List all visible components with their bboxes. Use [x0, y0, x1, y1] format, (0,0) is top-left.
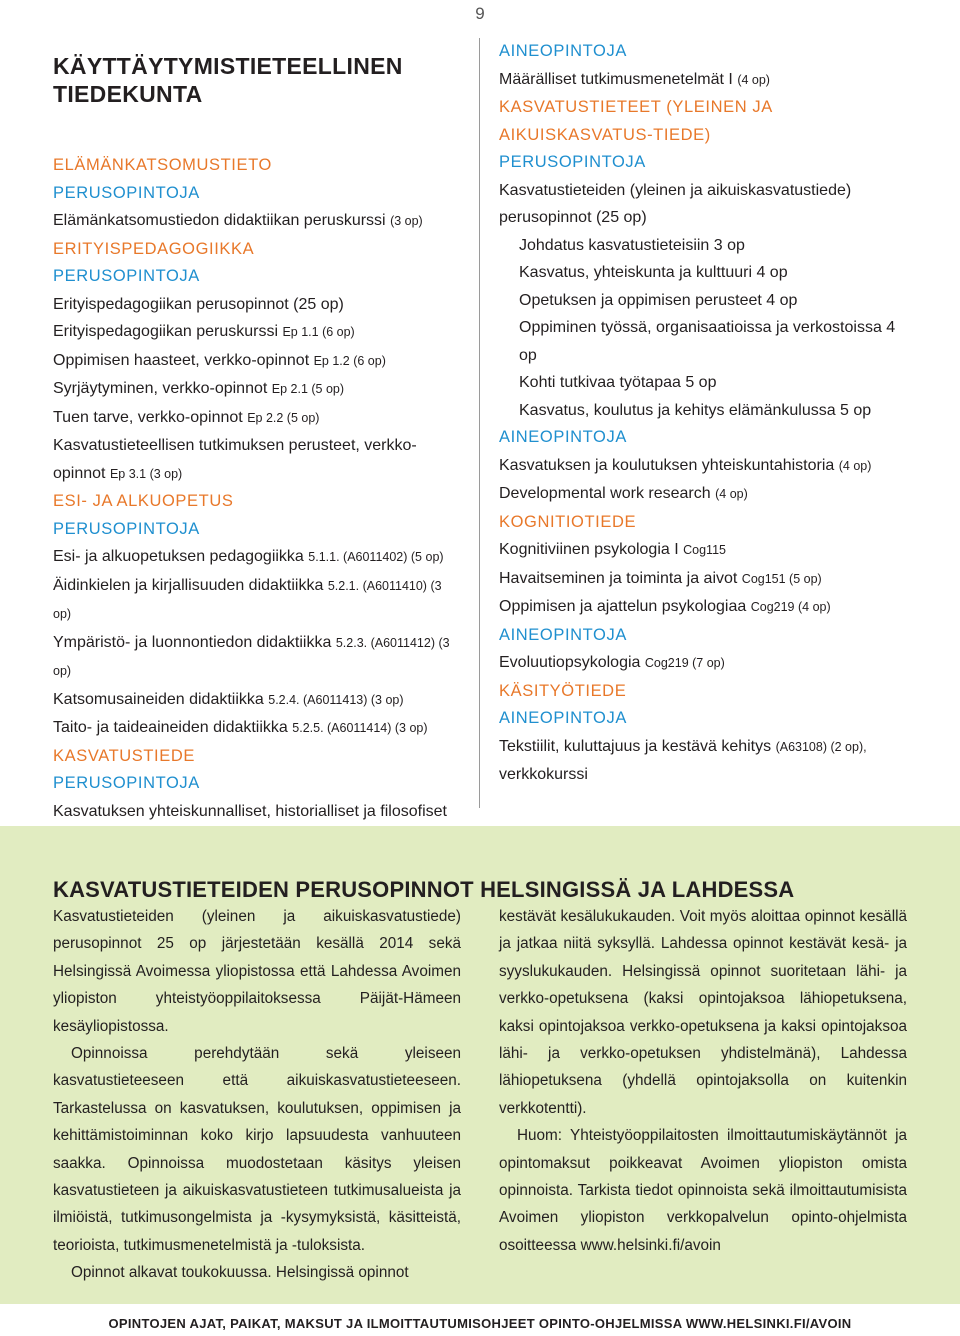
course-code: (4 op) — [737, 72, 770, 87]
course-title: Tuen tarve, verkko-opinnot — [53, 408, 243, 426]
course-code: Ep 2.1 (5 op) — [271, 382, 345, 396]
subject-heading: ELÄMÄNKATSOMUSTIETO — [53, 156, 272, 174]
course-title: Kasvatustieteellisen tutkimuksen perusteet, verkko-opinnot — [53, 437, 417, 482]
level-heading: PERUSOPINTOJA — [53, 519, 200, 538]
subject-heading: KOGNITIOTIEDE — [499, 512, 637, 531]
body-paragraph: Opinnot alkavat toukokuussa. Helsingissä opinnot — [71, 1264, 409, 1282]
course-item — [53, 629, 461, 686]
course-title: Kognitiviinen psykologia I — [499, 541, 679, 558]
course-code: Ep 3.1 (3 op) — [109, 466, 183, 481]
course-item — [53, 207, 461, 236]
course-title: Kasvatuksen ja koulutuksen yhteiskuntahistoria — [499, 456, 835, 474]
course-item — [499, 314, 911, 369]
course-title: Oppiminen työssä, organisaatioissa ja verkostoissa 4 op — [519, 319, 896, 364]
faculty-title: KÄYTTÄYTYMISTIETEELLINEN TIEDEKUNTA — [53, 53, 403, 107]
course-item — [53, 686, 461, 715]
subject-heading: KASVATUSTIETEET (YLEINEN JA AIKUISKASVATUS-TIEDE) — [499, 98, 772, 144]
level-heading: PERUSOPINTOJA — [53, 267, 200, 285]
course-item — [499, 480, 911, 509]
right-column — [499, 38, 911, 789]
course-title: Määrälliset tutkimusmenetelmät I — [499, 70, 733, 88]
course-item — [53, 318, 461, 347]
level-heading: PERUSOPINTOJA — [53, 774, 200, 792]
left-column — [53, 52, 461, 854]
body-paragraph: Kasvatustieteiden (yleinen ja aikuiskasvatustiede) perusopinnot 25 op järjestetään kesällä 2014 sekä Helsingissä Avoimessa yliopistossa että Lahdessa Avoimen yliopiston yhteistyöoppilaitoksessa Päijät-Hämeen kesäyliopistossa. — [53, 908, 461, 1035]
course-title: Taito- ja taideaineiden didaktiikka — [53, 719, 288, 736]
level-heading: AINEOPINTOJA — [499, 709, 627, 727]
course-code: (4 op) — [715, 487, 748, 501]
body-paragraph: kestävät kesälukukauden. Voit myös aloittaa opinnot kesällä ja jatkaa niitä syksyllä. Lahdessa opinnot kestävät kesä- ja syyslukukauden. Helsingissä opinnot suoritetaan lähi- ja verkko-opetuksena (kaksi opintojaksoa lähiopetuksena, kaksi opintojaksoa verkko-opetuksena ja kaksi opintojaksoa lähi- ja verkko-opetuksen yhdistelmänä), Lahdessa lähiopetuksena (yhdellä opintojaksolla on kuitenkin verkkotentti). — [499, 908, 907, 1117]
level-heading: AINEOPINTOJA — [499, 625, 627, 644]
band-right-column — [499, 903, 907, 1259]
course-title: Elämänkatsomustiedon didaktiikan peruskurssi — [53, 212, 386, 229]
course-title: Evoluutiopsykologia — [499, 654, 641, 671]
course-code: Ep 1.1 (6 op) — [282, 325, 355, 339]
left-course-list — [53, 152, 461, 854]
course-code: Cog219 (4 op) — [750, 600, 831, 614]
course-title: Katsomusaineiden didaktiikka — [53, 690, 264, 708]
course-item — [499, 452, 911, 481]
course-item — [499, 177, 911, 232]
course-item — [499, 565, 911, 594]
course-code: (A63108) (2 op), — [775, 739, 867, 754]
course-item — [499, 259, 911, 287]
course-code: 5.2.1. (A6011410) (3 op) — [53, 578, 442, 621]
course-item — [53, 347, 461, 376]
course-code: (3 op) — [390, 214, 423, 228]
course-item — [499, 397, 911, 425]
course-title: Tekstiilit, kuluttajuus ja kestävä kehitys — [499, 737, 772, 755]
subject-heading: KÄSITYÖTIEDE — [499, 681, 627, 700]
level-heading: PERUSOPINTOJA — [53, 183, 200, 202]
course-title: Kasvatus, yhteiskunta ja kulttuuri 4 op — [519, 264, 788, 281]
subject-heading: ESI- JA ALKUOPETUS — [53, 492, 234, 510]
course-item — [499, 66, 911, 95]
course-title: Kasvatuksen yhteiskunnalliset, historialliset ja filosofiset — [53, 802, 447, 820]
level-heading: PERUSOPINTOJA — [499, 153, 646, 171]
course-item — [53, 375, 461, 404]
course-title: Erityispedagogiikan perusopinnot (25 op) — [53, 295, 344, 313]
course-title: Äidinkielen ja kirjallisuuden didaktiikka — [53, 576, 324, 594]
band-left-column — [53, 903, 461, 1287]
course-item — [499, 649, 911, 678]
column-divider — [479, 38, 480, 808]
course-title: Havaitseminen ja toiminta ja aivot — [499, 569, 738, 587]
course-title: Ympäristö- ja luonnontiedon didaktiikka — [53, 633, 332, 651]
footer-note: OPINTOJEN AJAT, PAIKAT, MAKSUT JA ILMOITTAUTUMISOHJEET OPINTO-OHJELMISSA WWW.HELSINKI.FI/AVOIN — [108, 1316, 852, 1331]
course-title: Kasvatus, koulutus ja kehitys elämänkulussa 5 op — [519, 401, 872, 419]
course-title: Esi- ja alkuopetuksen pedagogiikka — [53, 548, 304, 565]
course-item — [53, 432, 461, 488]
subject-heading: KASVATUSTIEDE — [53, 746, 195, 765]
right-course-list — [499, 38, 911, 789]
course-item — [53, 543, 461, 572]
course-item — [499, 369, 911, 397]
course-item — [499, 536, 911, 565]
course-code: Cog219 (7 op) — [644, 656, 725, 670]
subject-heading: ERITYISPEDAGOGIIKKA — [53, 239, 255, 258]
course-code: 5.2.4. (A6011413) (3 op) — [268, 692, 404, 707]
course-code: 5.2.3. (A6011412) (3 op) — [53, 635, 450, 678]
course-title: Opetuksen ja oppimisen perusteet 4 op — [519, 291, 798, 309]
course-title: Johdatus kasvatustieteisiin 3 op — [519, 236, 745, 254]
course-title: Erityispedagogiikan peruskurssi — [53, 323, 278, 340]
course-title: Kasvatustieteiden (yleinen ja aikuiskasvatustiede) perusopinnot (25 op) — [499, 181, 852, 226]
course-format: verkkokurssi — [499, 766, 588, 783]
course-item — [499, 733, 911, 789]
course-title: Kohti tutkivaa työtapaa 5 op — [519, 374, 717, 391]
page-number: 9 — [475, 4, 485, 23]
course-title: Oppimisen ja ajattelun psykologiaa — [499, 598, 747, 615]
course-code: 5.2.5. (A6011414) (3 op) — [292, 721, 428, 735]
band-title: KASVATUSTIETEIDEN PERUSOPINNOT HELSINGISSÄ JA LAHDESSA — [53, 877, 795, 902]
course-code: (4 op) — [838, 458, 872, 473]
course-code: Cog151 (5 op) — [741, 571, 822, 586]
body-paragraph: Opinnoissa perehdytään sekä yleiseen kasvatustieteeseen että aikuiskasvatustieteeseen. Tarkastelussa on kasvatuksen, koulutuksen, oppimisen ja kehittämistoiminnan koko kirjo lapsuudesta vanhuuteen saakka. Opinnoissa muodostetaan käsitys yleisen kasvatustieteen ja aikuiskasvatustieteen tutkimusalueista ja ilmiöistä, tutkimusongelmista ja -kysymyksistä, käsitteistä, teorioista, tutkimusmenetelmistä ja -tuloksista. — [53, 1045, 461, 1254]
course-code: Ep 2.2 (5 op) — [247, 410, 320, 425]
course-item — [53, 291, 461, 319]
course-item — [53, 404, 461, 433]
course-title: Developmental work research — [499, 485, 711, 502]
course-code: Cog115 — [683, 543, 726, 557]
level-heading: AINEOPINTOJA — [499, 428, 627, 446]
course-item — [499, 287, 911, 315]
level-heading: AINEOPINTOJA — [499, 42, 627, 60]
course-item — [499, 593, 911, 622]
course-item — [53, 714, 461, 743]
course-title: Syrjäytyminen, verkko-opinnot — [53, 380, 268, 397]
course-title: Oppimisen haasteet, verkko-opinnot — [53, 351, 310, 369]
body-paragraph: Huom: Yhteistyöoppilaitosten ilmoittautumiskäytännöt ja opintomaksut poikkeavat Avoimen yliopiston omista opinnoista. Tarkista tiedot opinnoista sekä ilmoittautumisista Avoimen yliopiston verkkopalvelun opinto-ohjelmista osoitteessa www.helsinki.fi/avoin — [499, 1127, 907, 1254]
course-code: 5.1.1. (A6011402) (5 op) — [308, 550, 444, 564]
course-item — [53, 572, 461, 629]
course-code: Ep 1.2 (6 op) — [313, 353, 386, 368]
course-item — [499, 232, 911, 260]
